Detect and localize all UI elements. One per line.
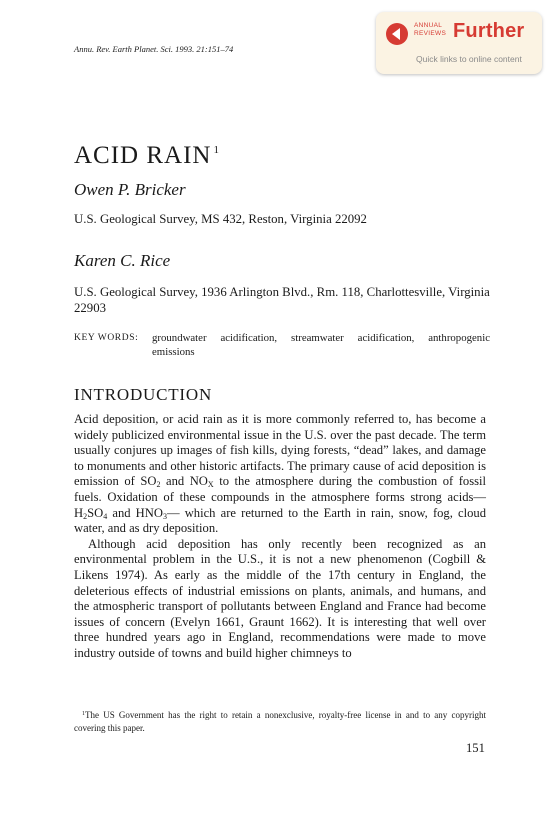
page-number: 151 bbox=[466, 741, 485, 755]
further-banner[interactable] bbox=[376, 12, 542, 74]
banner-further-label: Further bbox=[453, 20, 525, 42]
article-body bbox=[74, 412, 486, 662]
footnote: $^1$The US Government has the right to retain a nonexclusive, royalty-free license in and to any copyright covering this paper. bbox=[74, 710, 486, 733]
paragraph: Acid deposition, or acid rain as it is more commonly referred to, has become a widely publicized environmental issue in the U.S. over the past decade. The term usually conjures up images of fish kills, dying forests, “dead” lakes, and damage to monuments and other historic artifacts. The primary cause of acid deposition is emission of $SO_2$ and $NO_X$ to the atmosphere during the combustion of fossil fuels. Oxidation of these compounds in the atmosphere forms strong $acids—H_2SO_4$ and $HNO_3—$ which are returned to the Earth in rain, snow, fog, cloud water, and as dry deposition. bbox=[74, 412, 487, 536]
banner-quick-links[interactable]: Quick links to online content bbox=[416, 54, 522, 64]
running-head: Annu. Rev. Earth Planet. Sci. 1993. 21:151–74 bbox=[74, 44, 234, 54]
author-name: Owen P. Bricker bbox=[74, 180, 186, 199]
key-words-label: KEY WORDS: bbox=[74, 333, 139, 343]
annual-reviews-logo-icon bbox=[386, 23, 408, 45]
title-footnote-mark[interactable]: 1 bbox=[213, 144, 219, 156]
article-title: ACID RAIN $^1$ bbox=[74, 142, 219, 169]
paragraph: Although acid deposition has only recently been recognized as an environmental problem in the U.S., it is not a new phenomenon (Cogbill & Likens 1974). As early as the middle of the 17th century in England, the deleterious effects of industrial emissions on plants, animals, and humans, and the atmospheric transport of pollutants between England and France had become issues of concern (Evelyn 1661, Graunt 1662). It is interesting that well over three hundred years ago in England, recommendations were made to move industry outside of towns and build higher chimneys to bbox=[74, 536, 486, 660]
section-heading: INTRODUCTION bbox=[74, 385, 213, 404]
author-affiliation: U.S. Geological Survey, 1936 Arlington Blvd., Rm. 118, Charlottesville, Virginia 22903 bbox=[74, 285, 490, 315]
author-name: Karen C. Rice bbox=[74, 251, 171, 270]
author-affiliation: U.S. Geological Survey, MS 432, Reston, Virginia 22092 bbox=[74, 212, 367, 226]
banner-publisher: ANNUAL REVIEWS bbox=[414, 22, 447, 37]
key-words-text: groundwater acidification, streamwater acidification, anthropogenic emissions bbox=[152, 332, 490, 358]
